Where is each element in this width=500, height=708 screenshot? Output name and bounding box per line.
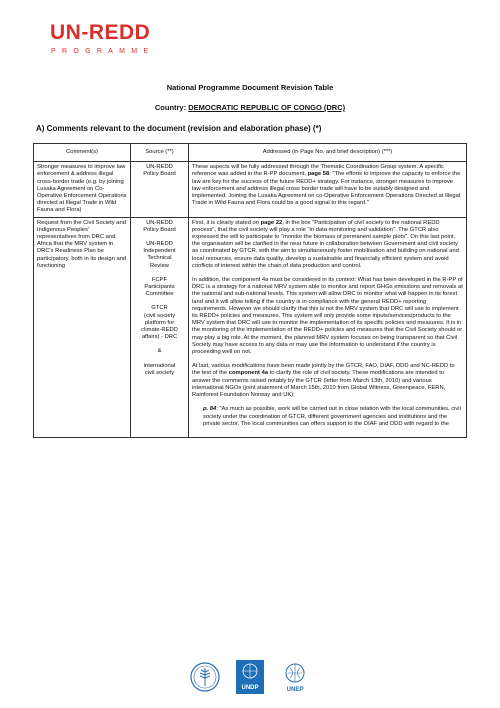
section-heading: A) Comments relevant to the document (revision and elaboration phase) (*)	[36, 124, 322, 133]
source-line: platform for	[144, 319, 175, 326]
source-line: international	[143, 362, 176, 369]
source-group	[134, 220, 185, 234]
text-run: First, it is clearly stated on	[192, 219, 261, 226]
source-group	[134, 241, 185, 270]
source-line: UN-REDD	[146, 241, 173, 248]
text-run: : "The efforts to improve the capacity to enforce the law are key for the success of the future REDD+ strategy. For instance, stronger measures to improve law enforcement and address illegal cross border trade will have to be suitably designed and implemented. Joining the Lusaka Agreement on co-Operative Enforcement Operations Directed at Illegal Trade in Wild Fauna and Flora could be a good signal to this regard."	[192, 171, 461, 207]
table-row	[34, 162, 467, 217]
undp-label: UNDP	[241, 685, 259, 691]
text-run: to clarify the role of civil society. These modifications are intended to answer the comments raised notably by the GTCR (letter from March 13th, 2010) and various international NGOs (joint statement of March 15th, 2010 from Global Witness, Greenpeace, FERN, Rainforest Foundation Norway and UK):	[192, 370, 446, 399]
addressed-paragraph	[192, 220, 463, 270]
source-line: UN-REDD	[146, 219, 173, 226]
source-line: climate-REDD	[141, 327, 178, 334]
fao-emblem-icon	[189, 661, 221, 693]
country-label: Country:	[154, 103, 187, 112]
footer-logos	[0, 660, 500, 694]
addressed-cell	[189, 162, 467, 217]
quote-page-reference: p. 84	[203, 406, 217, 413]
table-row	[34, 217, 467, 437]
comment-cell: Stronger measures to improve law enforcement & address illegal cross-border trade (e.g. by joining Lusaka Agreement on Co-Operative Enforcement Operations directed at Illegal Trade in Wild Fauna and Flora)	[34, 162, 131, 217]
source-group	[134, 277, 185, 299]
source-cell	[131, 162, 189, 217]
addressed-cell	[189, 217, 467, 437]
document-title: National Programme Document Revision Table	[166, 83, 334, 92]
source-line: &	[157, 348, 162, 355]
source-cell	[131, 217, 189, 437]
text-run: These aspects will be fully addressed through the Thematic Coordination Group system. A specific reference was added in the R-PP document,	[192, 164, 444, 178]
source-line: (civil society	[143, 312, 176, 319]
header-comments: Comment(s)	[34, 144, 131, 162]
fao-logo	[188, 660, 222, 694]
source-line: Independent	[143, 248, 176, 255]
source-line: Policy Board	[143, 171, 176, 178]
page-reference: page 58	[307, 171, 330, 178]
un-redd-logo	[50, 22, 154, 55]
source-line: Committee	[145, 291, 174, 298]
quoted-paragraph	[192, 406, 463, 428]
unep-label: UNEP	[286, 687, 304, 693]
source-line: Technical	[147, 255, 172, 262]
source-line: GTCR	[151, 305, 168, 312]
undp-logo-icon	[236, 660, 264, 694]
source-line: Review	[149, 262, 169, 269]
text-run: : "As much as possible, work will be carried out in close relation with the local communities, civil society under the coordination of GTCR, different government agencies and institutions and the private sector. The local communities can offers support to the DIAF and DDD with regard to the	[203, 406, 461, 427]
source-line: FCPF	[151, 276, 168, 283]
unep-logo	[278, 660, 312, 694]
source-line: Participants	[144, 284, 175, 291]
addressed-paragraph: In addition, the component 4a must be considered in its context: What has been developed in the R-PP of DRC is a strategy for a national MRV system able to monitor and report GHGs emissions and removals at the national and sub-national levels. This system will allow DRC to monitor what will happen in its forest land and it will allow telling if the country is in compliance with the general REDD+ reporting requirements. However we should clarify that this is not the MRV system that DRC will use to implement its REDD+ policies and measures. This system will only provide some inputs/services/products to the MRV system that DRC will use to monitor the implementation of its specific policies and measures. It is in the monitoring of the implementation of the REDD+ policies and measures that the Civil Society should or may play a big role. At the moment, the planned MRV system focuses on being transparent so that Civil Society may have access to any data or may use the information to understand if the country is proceeding well on not.	[192, 277, 463, 356]
header-addressed: Addressed (in Page No. and brief description) (***)	[189, 144, 467, 162]
text-run: At last, various modifications have been made jointly by the GTCR, FAO, DIAF, DDD and NC-REDD to the text of the	[192, 363, 455, 377]
logo-title: UN-REDD	[50, 21, 151, 44]
unep-logo-icon	[278, 660, 312, 694]
component-reference: component 4a	[228, 370, 269, 377]
revision-table	[33, 143, 467, 438]
text-run: , in the box "Participation of civil society to the national REDD process", that the civil society will play a role "in data monitoring and validation". The GTCR also expressed the will to participate to "monitor the biomass of permanent sample plots". On this last point, the organisation will be clarified in the near future in collaboration between Government and civil society as coordinated by GTCR, with the aim to simultaneously foster mobilisation and building on national and local resources, ensure data quality, develop a sustainable and financially efficient system and avoid conflicts of interest within the chain of data production and control.	[192, 219, 459, 269]
addressed-paragraph	[192, 164, 463, 207]
country-line	[0, 103, 500, 112]
source-line: affairs) - DRC	[141, 334, 178, 341]
addressed-paragraph	[192, 363, 463, 399]
undp-logo	[233, 660, 267, 694]
source-group	[134, 363, 185, 377]
table-header-row	[34, 144, 467, 162]
source-group	[134, 305, 185, 341]
comment-cell: Request from the Civil Society and Indigenous Peoples' representatives from DRC and Africa that the MRV system in DRC's Readiness Plan be participatory, both in its design and functioning	[34, 217, 131, 437]
page-reference: page 22	[260, 219, 283, 226]
source-line: UN-REDD	[146, 164, 173, 171]
header-source: Source (**)	[131, 144, 189, 162]
logo-subtitle: PROGRAMME	[51, 48, 155, 55]
country-name: DEMOCRATIC REPUBLIC OF CONGO (DRC)	[188, 103, 346, 112]
source-line: Policy Board	[143, 226, 176, 233]
source-line: civil society	[144, 369, 175, 376]
